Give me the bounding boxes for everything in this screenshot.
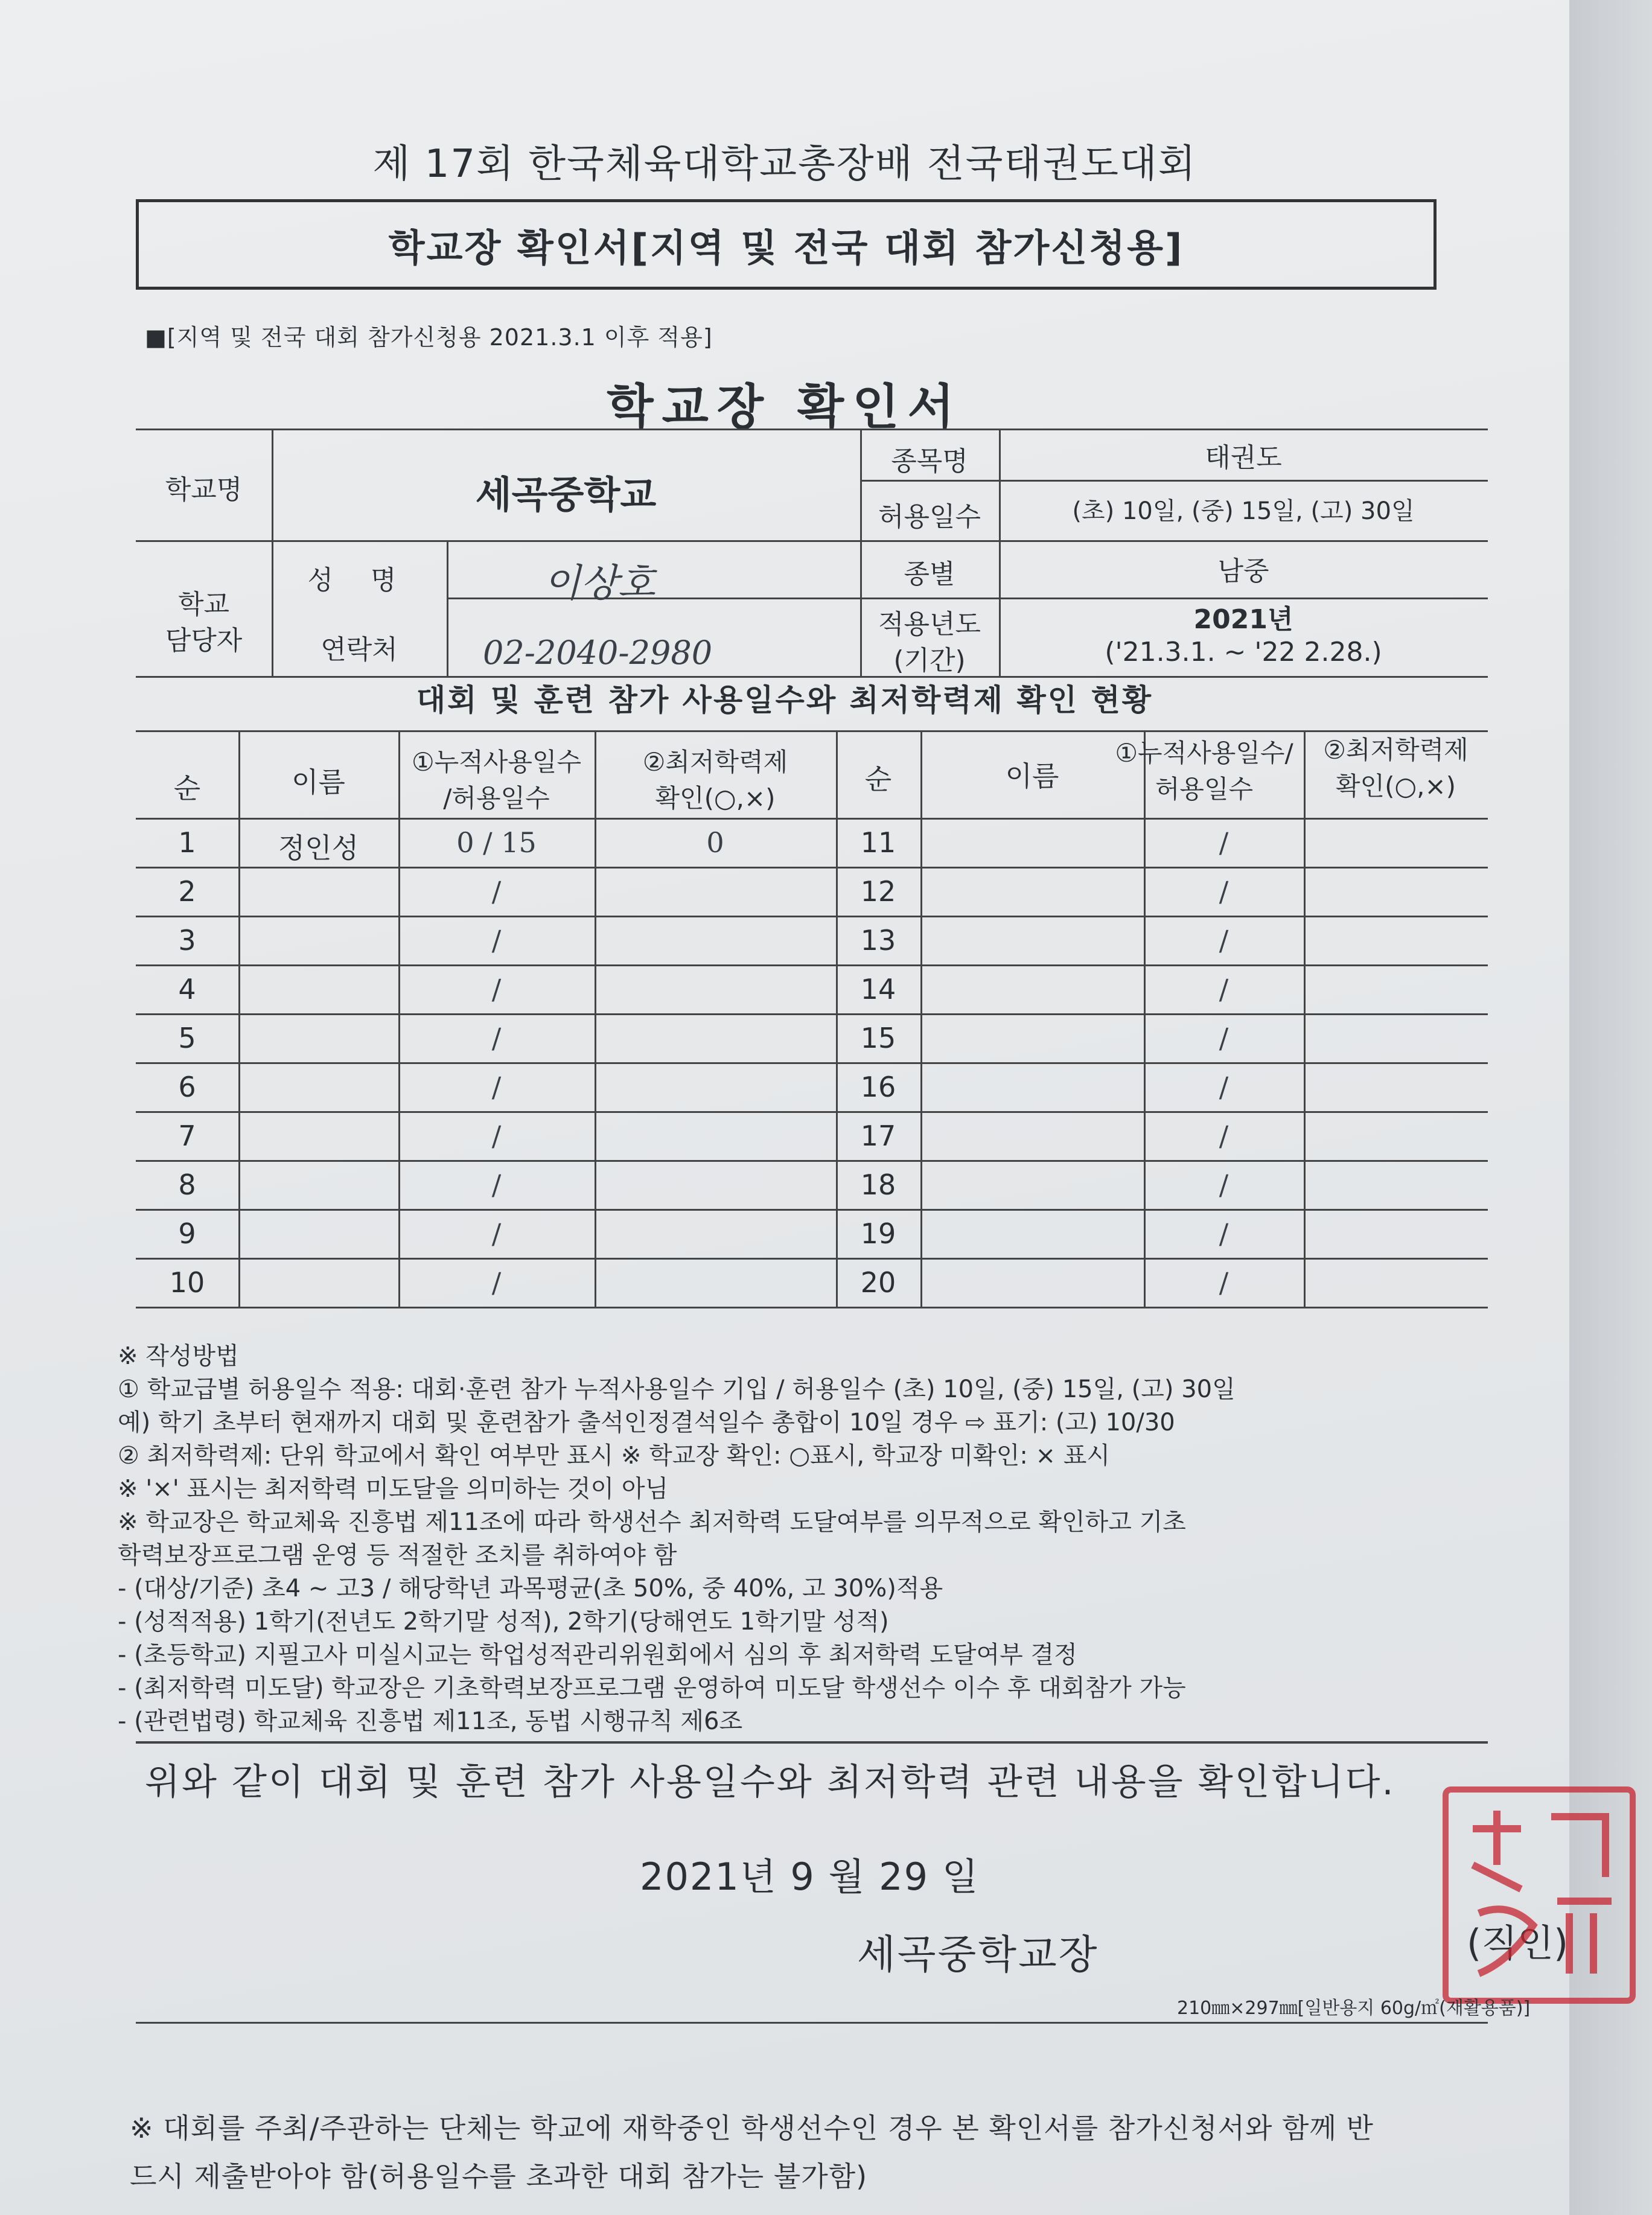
footer-line: 드시 제출받아야 함(허용일수를 초과한 대회 참가는 불가함) (130, 2160, 868, 2193)
handwritten-name: 이상호 (543, 561, 655, 606)
handwritten-contact: 02-2040-2980 (483, 634, 713, 672)
row-number-right: 20 (860, 1266, 896, 1299)
row-number-right: 16 (860, 1071, 896, 1103)
row-divider (136, 1013, 1488, 1015)
instruction-line: 예) 학기 초부터 현재까지 대회 및 훈련참가 출석인정결석일수 총합이 10일 경우 ⇨ 표기: (고) 10/30 (118, 1409, 1175, 1436)
col-header-days-1: ①누적사용일수 (411, 747, 582, 777)
year-label-2: (기간) (893, 645, 966, 676)
row-number-right: 15 (860, 1022, 896, 1054)
row-divider (136, 1160, 1488, 1162)
school-label: 학교명 (165, 474, 243, 505)
school-seal-stamp (1443, 1786, 1636, 2004)
days-used: / (491, 1071, 502, 1103)
gender-value: 남중 (1217, 556, 1269, 587)
instruction-line: ※ '×' 표시는 최저학력 미도달을 의미하는 것이 아님 (118, 1475, 669, 1503)
col-header-acad-2: 확인(○,×) (655, 783, 776, 813)
instruction-line: ※ 작성방법 (118, 1342, 239, 1370)
days-used: / (491, 1266, 502, 1299)
days-used: / (491, 973, 502, 1006)
days-used-right: / (1219, 1266, 1229, 1299)
row-number: 3 (178, 924, 196, 957)
row-number-right: 11 (860, 826, 896, 859)
instruction-line: - (초등학교) 지필고사 미실시교는 학업성적관리위원회에서 심의 후 최저학력 도달여부 결정 (118, 1641, 1077, 1669)
seal-label: (직인) (1467, 1921, 1569, 1965)
sport-value: 태권도 (1205, 442, 1282, 473)
row-number: 10 (169, 1266, 205, 1299)
period-value: ('21.3.1. ~ '22 2.28.) (1105, 637, 1382, 668)
col-header-name-right: 이름 (1005, 760, 1059, 792)
row-number: 7 (178, 1120, 196, 1152)
school-name: 세곡중학교 (475, 473, 657, 517)
row-number-right: 13 (860, 924, 896, 957)
allowed-days-value: (초) 10일, (중) 15일, (고) 30일 (1072, 497, 1415, 525)
row-number: 9 (178, 1217, 196, 1250)
days-used: / (491, 1022, 502, 1054)
row-number: 1 (178, 826, 196, 859)
col-header-days-right-2: 허용일수 (1155, 774, 1254, 804)
competition-title: 제 17회 한국체육대학교총장배 전국태권도대회 (372, 142, 1197, 186)
days-used-right: / (1219, 826, 1229, 859)
col-header-acad-1: ②최저학력제 (642, 747, 788, 777)
instruction-line: - (대상/기준) 초4 ~ 고3 / 해당학년 과목평균(초 50%, 중 40%, 고 30%)적용 (118, 1575, 943, 1602)
academic-check: 0 (706, 826, 724, 859)
col-header-no: 순 (173, 772, 201, 805)
footer-divider (136, 2022, 1488, 2024)
row-number-right: 12 (860, 875, 896, 908)
days-used-right: / (1219, 924, 1229, 957)
section-title: 대회 및 훈련 참가 사용일수와 최저학력제 확인 현황 (416, 683, 1153, 718)
instruction-line: - (성적적용) 1학기(전년도 2학기말 성적), 2학기(당해연도 1학기말 성적) (118, 1608, 889, 1636)
row-number-right: 17 (860, 1120, 896, 1152)
divider (136, 1741, 1488, 1744)
col-header-days-2: /허용일수 (443, 783, 550, 813)
row-number: 4 (178, 973, 196, 1006)
row-divider (136, 1062, 1488, 1064)
instruction-line: ※ 학교장은 학교체육 진흥법 제11조에 따라 학생선수 최저학력 도달여부를 의무적으로 확인하고 기초 (118, 1508, 1186, 1536)
row-divider (136, 916, 1488, 917)
col-header-no-right: 순 (864, 763, 892, 795)
gender-label: 종별 (904, 559, 955, 590)
name-label: 성 명 (307, 565, 411, 596)
sport-label: 종목명 (891, 446, 968, 477)
days-used: / (491, 1217, 502, 1250)
col-header-acad-right-2: 확인(○,×) (1335, 771, 1456, 801)
col-header-name: 이름 (292, 766, 345, 798)
row-number: 8 (178, 1168, 196, 1201)
allowed-days-label: 허용일수 (878, 502, 981, 532)
applies-note: ■[지역 및 전국 대회 참가신청용 2021.3.1 이후 적용] (145, 324, 713, 351)
instruction-line: ② 최저학력제: 단위 학교에서 확인 여부만 표시 ※ 학교장 확인: ○표시, 학교장 미확인: × 표시 (118, 1442, 1111, 1470)
row-divider (136, 1209, 1488, 1211)
days-used-right: / (1219, 1168, 1229, 1201)
days-used: / (491, 875, 502, 908)
year-value: 2021년 (1193, 604, 1293, 635)
days-used: / (491, 1168, 502, 1201)
row-number-right: 14 (860, 973, 896, 1006)
footer-line: ※ 대회를 주최/주관하는 단체는 학교에 재학중인 학생선수인 경우 본 확인서를 참가신청서와 함께 반 (130, 2112, 1374, 2144)
row-number: 2 (178, 875, 196, 908)
row-number: 6 (178, 1071, 196, 1103)
signing-date: 2021년 9 월 29 일 (640, 1855, 980, 1899)
col-header-acad-right-1: ②최저학력제 (1323, 735, 1469, 765)
row-divider (136, 1111, 1488, 1113)
days-used-right: / (1219, 1022, 1229, 1054)
confirmation-text: 위와 같이 대회 및 훈련 참가 사용일수와 최저학력 관련 내용을 확인합니다. (145, 1761, 1395, 1803)
instruction-line: 학력보장프로그램 운영 등 적절한 조치를 취하여야 함 (118, 1541, 677, 1569)
days-used-right: / (1219, 1217, 1229, 1250)
manager-label-2: 담당자 (165, 625, 243, 656)
days-used-right: / (1219, 1120, 1229, 1152)
days-used-right: / (1219, 973, 1229, 1006)
participant-name: 정인성 (278, 832, 359, 864)
instruction-line: ① 학교급별 허용일수 적용: 대회·훈련 참가 누적사용일수 기입 / 허용일수 (초) 10일, (중) 15일, (고) 30일 (118, 1375, 1236, 1403)
col-header-days-right-1: ①누적사용일수/ (1115, 738, 1293, 768)
row-number-right: 19 (860, 1217, 896, 1250)
days-used: 0 / 15 (456, 826, 537, 859)
row-number: 5 (178, 1022, 196, 1054)
boxed-form-title: 학교장 확인서[지역 및 전국 대회 참가신청용] (136, 199, 1437, 290)
instruction-line: - (관련법령) 학교체육 진흥법 제11조, 동법 시행규칙 제6조 (118, 1707, 743, 1735)
manager-label-1: 학교 (177, 589, 229, 620)
row-number-right: 18 (860, 1168, 896, 1201)
principal-title: 세곡중학교장 (857, 1931, 1099, 1978)
days-used-right: / (1219, 875, 1229, 908)
row-divider (136, 1258, 1488, 1260)
contact-label: 연락처 (321, 634, 398, 665)
days-used: / (491, 924, 502, 957)
main-title: 학교장 확인서 (607, 379, 963, 435)
row-divider (136, 1307, 1488, 1308)
row-divider (136, 964, 1488, 966)
instruction-line: - (최저학력 미도달) 학교장은 기초학력보장프로그램 운영하여 미도달 학생선수 이수 후 대회참가 가능 (118, 1674, 1186, 1702)
year-label-1: 적용년도 (878, 609, 981, 640)
paper-spec: 210㎜×297㎜[일반용지 60g/㎡(재활용품)] (1177, 1998, 1531, 2019)
days-used-right: / (1219, 1071, 1229, 1103)
days-used: / (491, 1120, 502, 1152)
row-divider (136, 867, 1488, 868)
